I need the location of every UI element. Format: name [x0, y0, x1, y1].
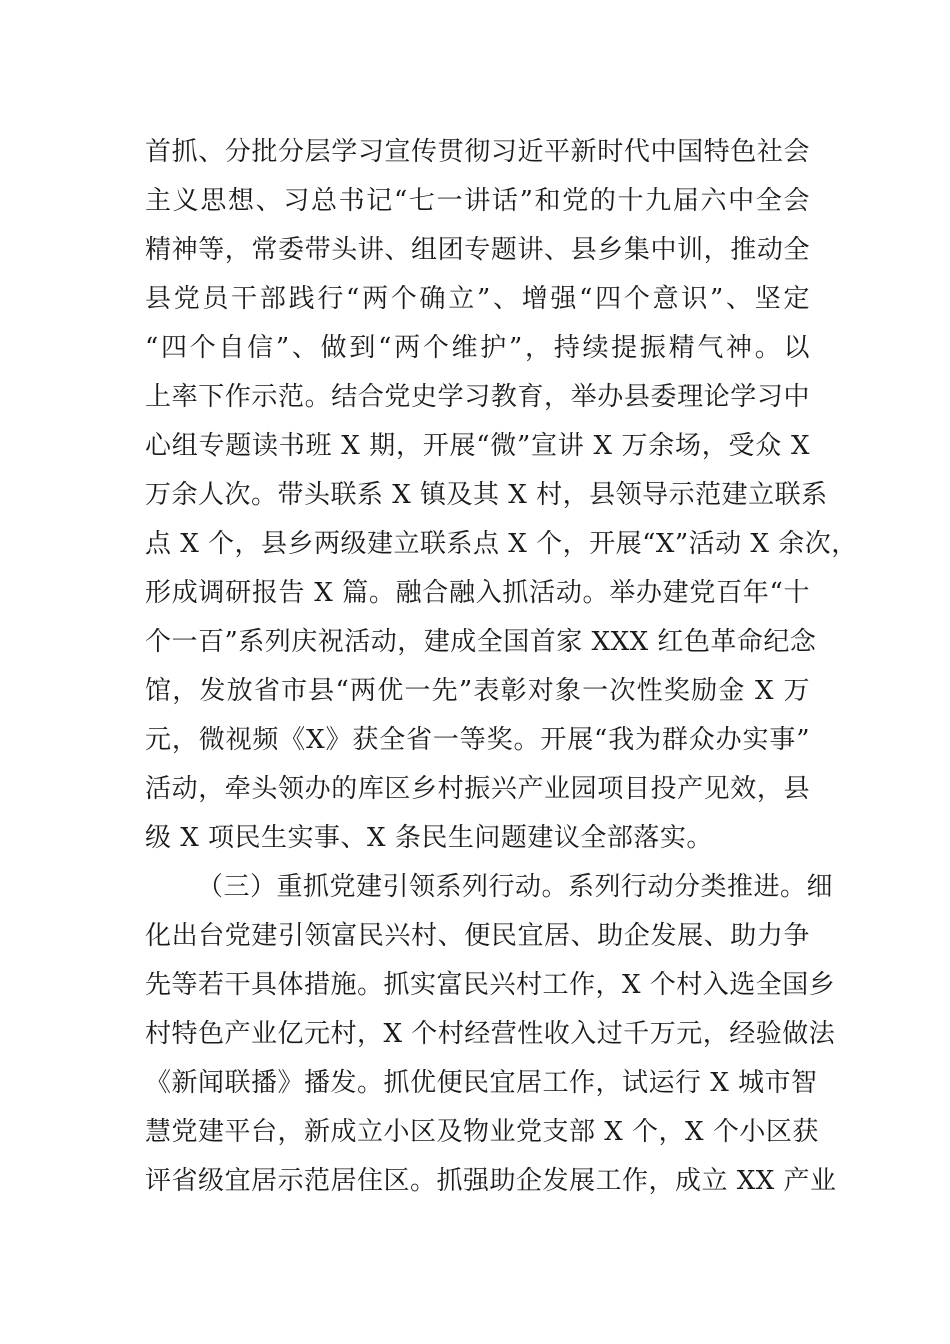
- text-line: 评省级宜居示范居住区。抓强助企发展工作，成立 XX 产业: [145, 1166, 837, 1196]
- text-line: 村特色产业亿元村，X 个村经营性收入过千万元，经验做法: [145, 1019, 836, 1049]
- text-line: 心组专题读书班 X 期，开展“微”宣讲 X 万余场，受众 X: [145, 431, 810, 461]
- text-line: 慧党建平台，新成立小区及物业党支部 X 个，X 个小区获: [145, 1117, 819, 1147]
- text-line: 级 X 项民生实事、X 条民生问题建议全部落实。: [145, 823, 713, 853]
- text-line: “四个自信”、做到“两个维护”，持续提振精气神。以: [145, 333, 810, 363]
- text-line: 活动，牵头领办的库区乡村振兴产业园项目投产见效，县: [145, 774, 810, 804]
- text-line: 个一百”系列庆祝活动，建成全国首家 XXX 红色革命纪念: [145, 627, 817, 657]
- text-line: 《新闻联播》播发。抓优便民宜居工作，试运行 X 城市智: [145, 1068, 818, 1098]
- text-line: 首抓、分批分层学习宣传贯彻习近平新时代中国特色社会: [145, 137, 810, 167]
- text-line: 化出台党建引领富民兴村、便民宜居、助企发展、助力争: [145, 921, 810, 951]
- text-line: 先等若干具体措施。抓实富民兴村工作，X 个村入选全国乡: [145, 970, 836, 1000]
- section-heading-line: （三）重抓党建引领系列行动。系列行动分类推进。细: [197, 872, 834, 902]
- text-line: 点 X 个，县乡两级建立联系点 X 个，开展“X”活动 X 余次，: [145, 529, 858, 559]
- text-line: 县党员干部践行“两个确立”、增强“四个意识”、坚定: [145, 284, 810, 314]
- text-line: 主义思想、习总书记“七一讲话”和党的十九届六中全会: [145, 186, 810, 216]
- body-text: [145, 128, 858, 1206]
- text-line: 上率下作示范。结合党史学习教育，举办县委理论学习中: [145, 382, 810, 412]
- text-line: 精神等，常委带头讲、组团专题讲、县乡集中训，推动全: [145, 235, 810, 265]
- text-line: 元，微视频《X》获全省一等奖。开展“我为群众办实事”: [145, 725, 810, 755]
- text-line: 形成调研报告 X 篇。融合融入抓活动。举办建党百年“十: [145, 578, 810, 608]
- text-line: 馆，发放省市县“两优一先”表彰对象一次性奖励金 X 万: [145, 676, 810, 706]
- text-line: 万余人次。带头联系 X 镇及其 X 村，县领导示范建立联系: [145, 480, 828, 510]
